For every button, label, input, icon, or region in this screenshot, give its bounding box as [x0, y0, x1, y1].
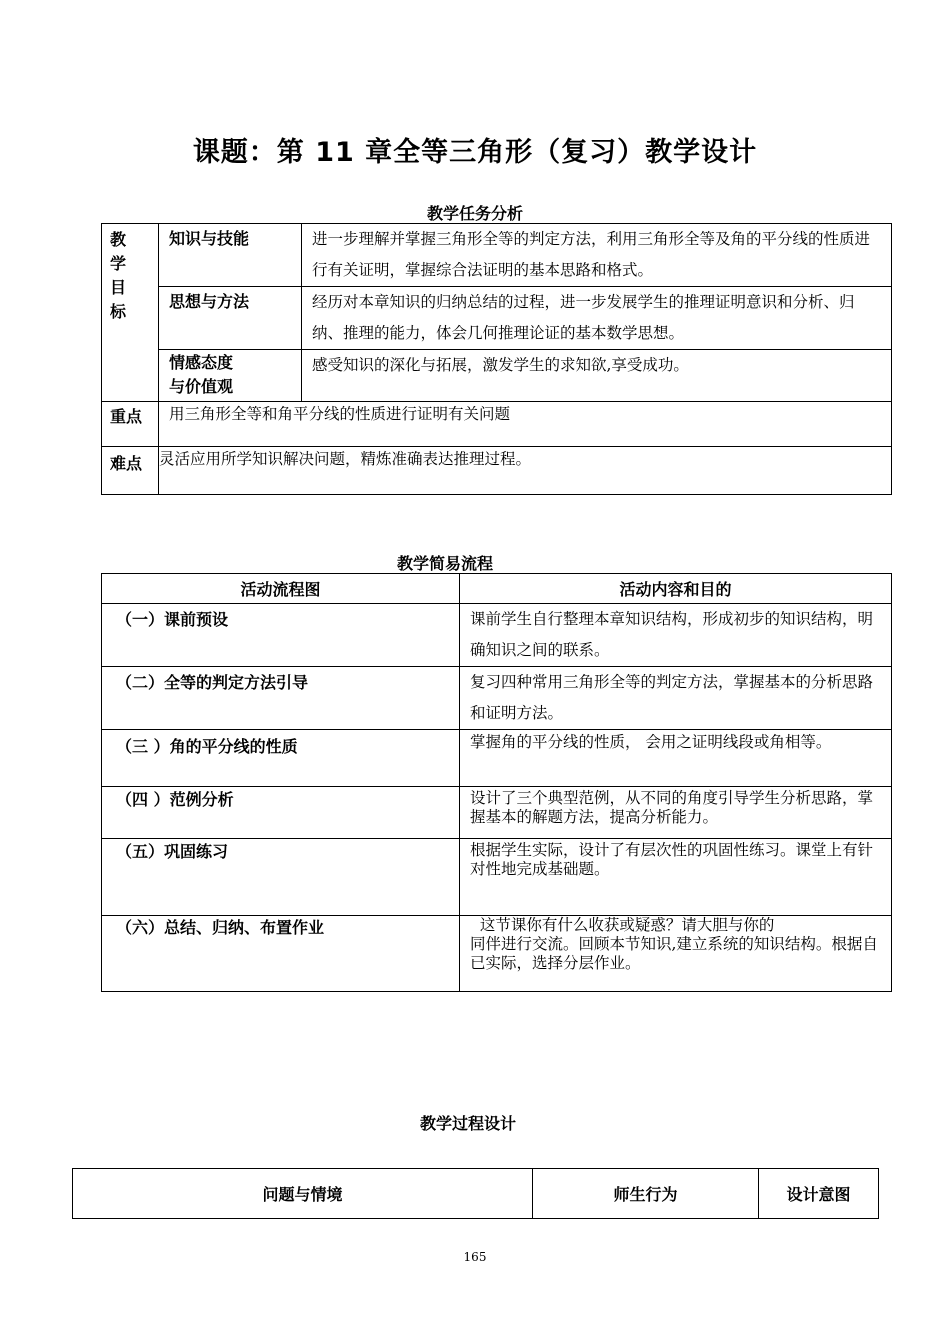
flow-table	[101, 573, 892, 992]
goal-label-attitude	[159, 350, 302, 402]
goal-text-knowledge: 进一步理解并掌握三角形全等的判定方法，利用三角形全等及角的平分线的性质进行有关证明，掌握综合法证明的基本思路和格式。	[302, 224, 892, 287]
flow-header-content: 活动内容和目的	[460, 574, 892, 604]
goal-text-attitude: 感受知识的深化与拓展，激发学生的求知欲,享受成功。	[302, 350, 892, 402]
flow-row	[102, 730, 892, 787]
goal-label-char: 目	[110, 278, 127, 297]
flow-header-row	[102, 574, 892, 604]
goal-label-knowledge: 知识与技能	[159, 224, 302, 287]
flow-content: 复习四种常用三角形全等的判定方法，掌握基本的分析思路和证明方法。	[460, 667, 892, 730]
process-heading: 教学过程设计	[419, 1114, 516, 1133]
goal-label-attitude-line: 与价值观	[169, 377, 234, 396]
flow-step: （六）总结、归纳、布置作业	[102, 916, 460, 992]
process-header-behavior: 师生行为	[533, 1169, 759, 1219]
process-header-scenario: 问题与情境	[73, 1169, 533, 1219]
flow-row	[102, 916, 892, 992]
flow-step: （一）课前预设	[102, 604, 460, 667]
flow-content: 根据学生实际，设计了有层次性的巩固性练习。课堂上有针对性地完成基础题。	[460, 839, 892, 916]
goal-row-knowledge	[102, 224, 892, 287]
goal-label-char: 标	[110, 302, 127, 321]
task-analysis-heading: 教学任务分析	[426, 204, 523, 223]
goal-row-method	[102, 287, 892, 350]
flow-step: （二）全等的判定方法引导	[102, 667, 460, 730]
flow-row	[102, 839, 892, 916]
flow-heading: 教学简易流程	[396, 554, 493, 573]
goal-label-char: 学	[110, 254, 127, 273]
process-header-row	[73, 1169, 879, 1219]
flow-content: 掌握角的平分线的性质， 会用之证明线段或角相等。	[460, 730, 892, 787]
flow-row	[102, 667, 892, 730]
goal-row-attitude	[102, 350, 892, 402]
goal-text-method: 经历对本章知识的归纳总结的过程，进一步发展学生的推理证明意识和分析、归纳、推理的能力，体会几何推理论证的基本数学思想。	[302, 287, 892, 350]
key-point-text: 用三角形全等和角平分线的性质进行证明有关问题	[159, 402, 892, 447]
goal-label-char: 教	[110, 230, 127, 249]
difficulty-label: 难点	[102, 447, 159, 495]
difficulty-row	[102, 447, 892, 495]
process-table	[72, 1168, 879, 1219]
flow-content-line: 同伴进行交流。回顾本节知识,建立系统的知识结构。根据自已实际，选择分层作业。	[470, 935, 878, 972]
document-title: 课题：第 11 章全等三角形（复习）教学设计	[192, 137, 758, 168]
key-point-label: 重点	[102, 402, 159, 447]
page-number: 165	[463, 1250, 487, 1264]
goal-label-method: 思想与方法	[159, 287, 302, 350]
process-header-intent: 设计意图	[759, 1169, 879, 1219]
flow-step: （五）巩固练习	[102, 839, 460, 916]
flow-row	[102, 787, 892, 839]
flow-step: （三 ）角的平分线的性质	[102, 730, 460, 787]
flow-content: 设计了三个典型范例，从不同的角度引导学生分析思路，掌握基本的解题方法，提高分析能力。	[460, 787, 892, 839]
goal-label-cell	[102, 224, 159, 402]
flow-content	[460, 916, 892, 992]
task-analysis-table	[101, 223, 892, 495]
flow-step: （四 ）范例分析	[102, 787, 460, 839]
goal-label-attitude-line: 情感态度	[169, 353, 234, 372]
flow-header-steps: 活动流程图	[102, 574, 460, 604]
flow-row	[102, 604, 892, 667]
flow-content-line: 这节课你有什么收获或疑惑？请大胆与你的	[470, 916, 775, 934]
flow-content: 课前学生自行整理本章知识结构，形成初步的知识结构，明确知识之间的联系。	[460, 604, 892, 667]
key-point-row	[102, 402, 892, 447]
difficulty-text: 灵活应用所学知识解决问题，精炼准确表达推理过程。	[159, 447, 892, 495]
